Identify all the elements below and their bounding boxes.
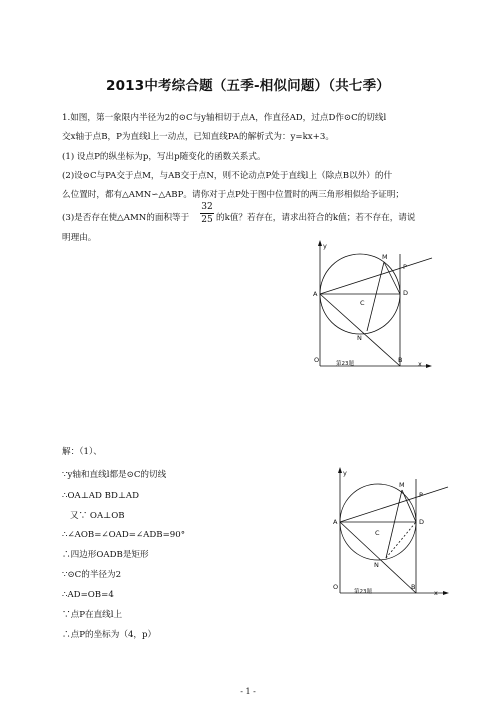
label-o: O [333,583,339,591]
problem-line: 的k值？若存在，请求出符合的k值；若不存在，请说 [216,213,416,223]
problem-line: (3)是否存在使△AMN的面积等于 [62,213,190,223]
label-n: N [374,561,379,569]
label-a: A [333,518,338,526]
label-c: C [375,529,380,537]
figure-1 [300,238,440,373]
figure-caption: 第23题 [354,589,372,595]
solution-line: ∴∠AOB=∠OAD=∠ADB=90° [62,530,186,540]
figure-2 [322,465,457,603]
segment-md [384,262,400,294]
problem-line: (2)设⊙C与PA交于点M，与AB交于点N，则不论动点P处于直线l上（除点B以外）的什 [62,171,393,181]
figure-caption: 第23题 [336,361,354,367]
label-d: D [403,289,409,297]
solution-line: ∵点P在直线l上 [62,610,123,620]
label-n: N [357,334,362,342]
fraction-32-25 [200,202,214,225]
label-y: y [323,242,327,250]
problem-line: 明理由。 [62,233,97,243]
y-axis-arrow [338,467,342,473]
label-x: x [418,360,422,368]
solution-line: ∴AD=OB=4 [62,590,114,600]
label-d: D [419,518,425,526]
problem-line: 交x轴于点B，P为直线l上一动点，已知直线PA的解析式为：y=kx+3。 [62,132,334,142]
solution-line: ∴四边形OADB是矩形 [62,550,149,560]
solution-line: ∴点P的坐标为（4，p） [62,630,157,640]
problem-line: 1.如图，第一象限内半径为2的⊙C与y轴相切于点A，作直径AD，过点D作⊙C的切线l [62,113,387,123]
label-m: M [382,253,388,261]
label-b: B [398,356,403,364]
label-x: x [434,589,438,597]
problem-line: 么位置时，都有△AMN∽△ABP。请你对于点P处于图中位置时的两三角形相似给予证明； [62,190,405,200]
page-number: - 1 - [240,687,256,696]
label-m: M [399,481,405,489]
solution-line: 又∵ OA⊥OB [70,511,125,521]
segment-mn [367,262,384,331]
solution-line: 解：（1）、 [62,447,102,457]
solution-line: ∴OA⊥AD BD⊥AD [62,491,140,501]
label-o: O [314,356,320,364]
y-axis-arrow [318,240,322,246]
label-a: A [313,290,318,298]
label-p: P [419,491,423,499]
segment-md [402,490,416,522]
label-c: C [360,299,365,307]
solution-line: ∵⊙C的半径为2 [62,570,122,580]
x-axis-arrow [443,591,449,595]
document-title: 2013中考综合题（五季-相似问题）（共七季） [105,78,391,94]
fraction-numerator: 32 [201,202,213,212]
label-b: B [411,583,416,591]
label-y: y [343,469,347,477]
solution-line: ∵y轴和直线l都是⊙C的切线 [62,470,167,480]
x-axis-arrow [426,364,432,368]
line-pa [340,487,448,522]
line-pa [320,258,432,294]
problem-line: (1) 设点P的纵坐标为p，写出p随变化的函数关系式。 [62,152,266,162]
label-p: P [403,263,407,271]
fraction-denominator: 25 [201,215,213,225]
